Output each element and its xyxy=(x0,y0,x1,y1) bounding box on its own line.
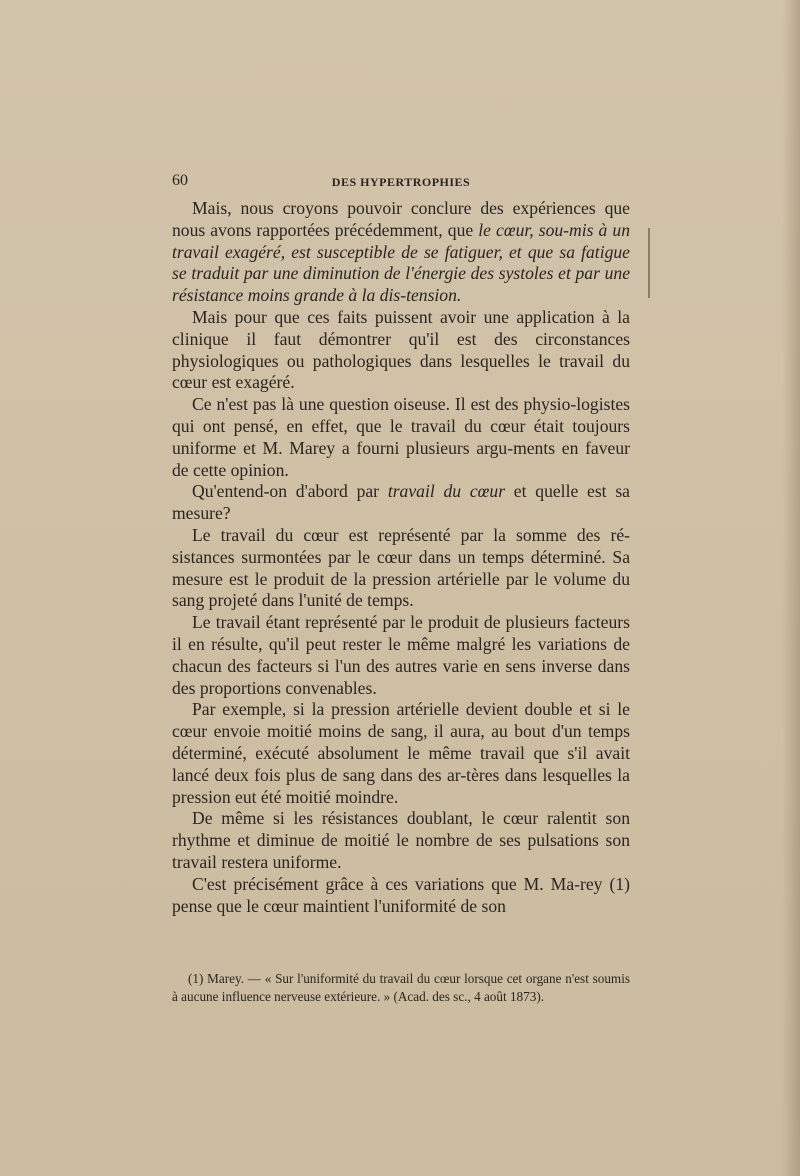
running-title: DES HYPERTROPHIES xyxy=(331,175,471,189)
paragraph-1: Mais, nous croyons pouvoir conclure des expériences que nous avons rapportées précédemment, que le cœur, sou-mis à un travail exagéré, est susceptible de se fatiguer, et que sa fatigue se traduit par une diminution de l'énergie des systoles et par une résistance moins grande à la dis-tension. xyxy=(172,198,631,306)
body-text xyxy=(172,198,630,917)
page-header xyxy=(172,172,630,194)
paragraph-5: Le travail du cœur est représenté par la somme des ré-sistances surmontées par le cœur dans un temps déterminé. Sa mesure est le produit de la pression artérielle par le volume du sang projeté dans l'unité de temps. xyxy=(172,524,630,611)
paragraph-9: C'est précisément grâce à ces variations que M. Ma-rey (1) pense que le cœur maintient l'uniformité de son xyxy=(172,873,630,916)
paragraph-6: Le travail étant représenté par le produit de plusieurs facteurs il en résulte, qu'il peut rester le même malgré les variations de chacun des facteurs si l'un des autres varie en sens inverse dans des proportions convenables. xyxy=(172,612,630,698)
footnote xyxy=(172,970,630,1005)
paragraph-2: Mais pour que ces faits puissent avoir une application à la clinique il faut démontrer qu'il est des circonstances physiologiques ou pathologiques dans lesquelles le travail du cœur est exagéré. xyxy=(172,306,630,393)
paragraph-7: Par exemple, si la pression artérielle devient double et si le cœur envoie moitié moins de sang, il aura, au bout d'un temps déterminé, exécuté absolument le même travail que s'il avait lancé deux fois plus de sang dans des ar-tères dans lesquelles la pression eut été moitié moindre. xyxy=(172,699,630,807)
emphasis-text: le cœur, sou-mis à un travail exagéré, est susceptible de se fatiguer, et que sa fatigue se traduit par une diminution de l'énergie des systoles et par une résistance moins grande à la dis-tension. xyxy=(172,219,631,306)
footnote-text: (1) Marey. — « Sur l'uniformité du travail du cœur lorsque cet organe n'est soumis à aucune influence nerveuse extérieure. » (Acad. des sc., 4 août 1873). xyxy=(172,971,630,1004)
margin-mark xyxy=(648,228,650,298)
paragraph-3: Ce n'est pas là une question oiseuse. Il est des physio-logistes qui ont pensé, en effet, que le travail du cœur était toujours uniforme et M. Marey a fourni plusieurs argu-ments en faveur de cette opinion. xyxy=(172,394,630,480)
paragraph-8: De même si les résistances doublant, le cœur ralentit son rhythme et diminue de moitié le nombre de ses pulsations son travail restera uniforme. xyxy=(172,808,630,872)
emphasis-text: travail du cœur xyxy=(387,481,506,502)
page-number: 60 xyxy=(172,172,188,189)
paragraph-4: Qu'entend-on d'abord par travail du cœur et quelle est sa mesure? xyxy=(172,481,630,524)
